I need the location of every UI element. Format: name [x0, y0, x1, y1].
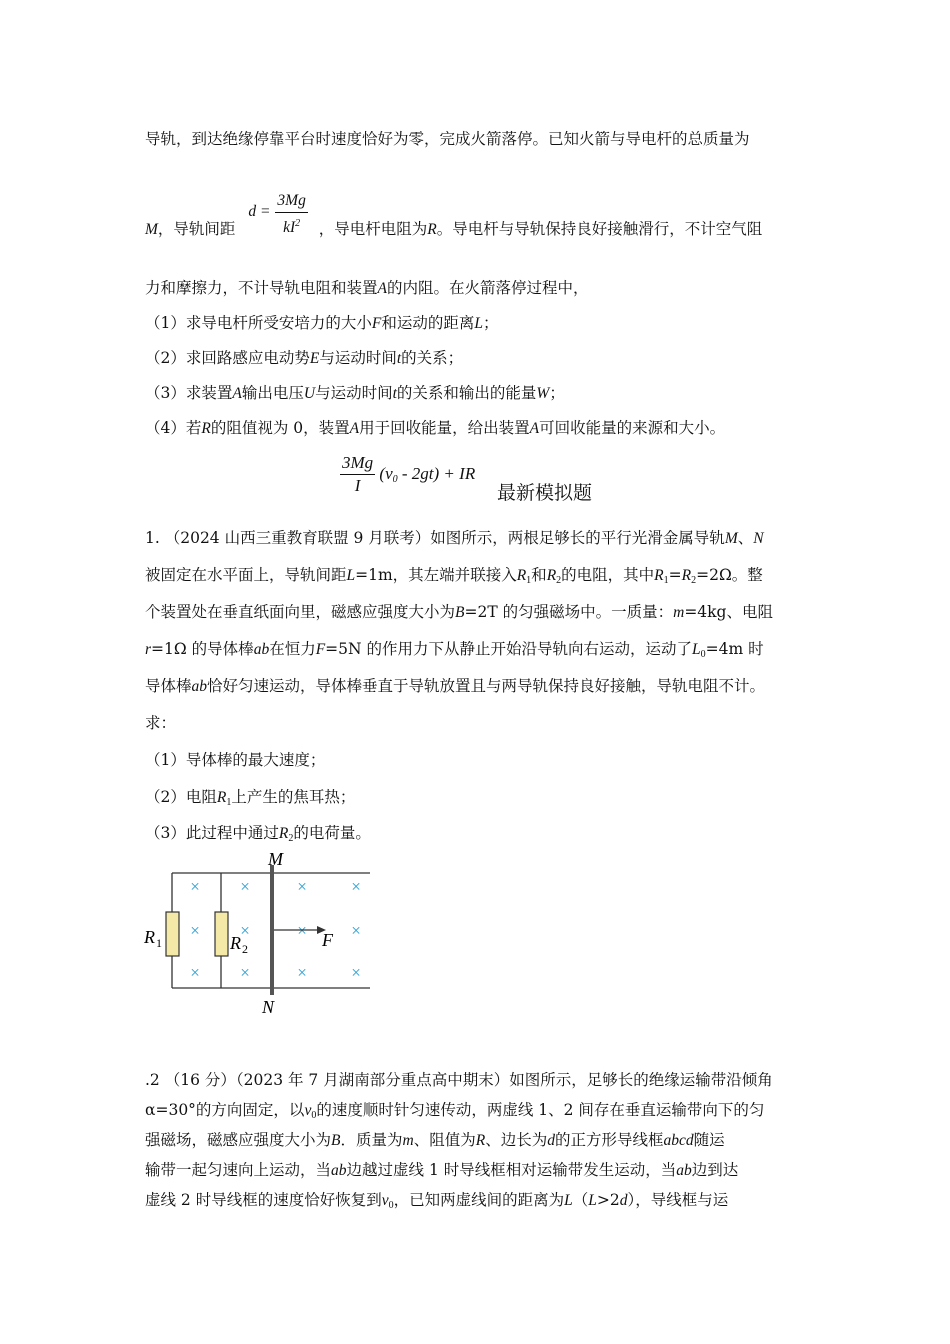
label-r2: R: [230, 933, 241, 953]
field-mark: ×: [190, 921, 200, 940]
p1-line-1: 1. （2024 山西三重教育联盟 9 月联考）如图所示，两根足够长的平行光滑金属导轨M、N: [145, 529, 764, 547]
field-mark: ×: [351, 877, 361, 896]
text-line: 导轨，到达绝缘停靠平台时速度恰好为零，完成火箭落停。已知火箭与导电杆的总质量为: [145, 130, 750, 148]
field-mark: ×: [190, 877, 200, 896]
conductor-rod: [270, 865, 274, 995]
field-mark: ×: [297, 963, 307, 982]
resistor-r1: [166, 912, 179, 956]
field-mark: ×: [240, 921, 250, 940]
field-mark: ×: [190, 963, 200, 982]
circuit-figure: [140, 845, 380, 1020]
text-line: 力和摩擦力，不计导轨电阻和装置A的内阻。在火箭落停过程中，: [145, 279, 589, 297]
p2-line-3: 强磁场，磁感应强度大小为B．质量为m、阻值为R、边长为d的正方形导线框abcd随运: [145, 1131, 725, 1149]
formula-fragment: $\frac{3Mg}{I}$ $(v_0 - 2gt)$ + IR: [342, 453, 476, 495]
question-2: （2）求回路感应电动势E与运动时间t的关系；: [145, 349, 464, 367]
question-1: （1）求导电杆所受安培力的大小F和运动的距离L；: [145, 314, 499, 332]
field-mark: ×: [240, 963, 250, 982]
p2-line-5: 虚线 2 时导线框的速度恰好恢复到$v_0$，已知两虚线间的距离为L（L>2d），导线框与运: [145, 1191, 729, 1211]
p1-line-6: 求：: [145, 714, 177, 732]
question-4: （4）若R的阻值视为 0，装置A用于回收能量，给出装置A可回收能量的来源和大小。: [145, 419, 726, 437]
p2-line-1: .2 （16 分）（2023 年 7 月湖南部分重点高中期末）如图所示，足够长的绝缘运输带沿倾角: [145, 1071, 773, 1089]
field-mark: ×: [351, 921, 361, 940]
field-mark: ×: [297, 877, 307, 896]
resistor-r2: [215, 912, 228, 956]
field-mark: ×: [240, 877, 250, 896]
fraction-d: $\frac{3Mg}{kI^2}$: [277, 192, 306, 236]
p1-question-2: （2）电阻$R_1$上产生的焦耳热；: [145, 788, 356, 808]
p1-line-4: r=1Ω 的导体棒ab在恒力F=5N 的作用力下从静止开始沿导轨向右运动，运动了$L_0=4m$ 时: [145, 640, 764, 660]
label-r1: R: [144, 927, 155, 947]
p1-line-5: 导体棒ab恰好匀速运动，导体棒垂直于导轨放置且与两导轨保持良好接触，导轨电阻不计。: [145, 677, 766, 695]
text-line-with-fraction: M，导轨间距 d = $\frac{3Mg}{kI^2}$ ，导电杆电阻为R。导电杆与导轨保持良好接触滑行，不计空气阻: [145, 192, 763, 238]
label-f: F: [322, 930, 333, 950]
label-r1-sub: 1: [156, 936, 162, 950]
question-3: （3）求装置A输出电压U与运动时间t的关系和输出的能量W；: [145, 384, 565, 402]
p1-line-2: 被固定在水平面上，导轨间距L=1m，其左端并联接入$R_1$和$R_2$的电阻，其中$R_1=R_2=2\Omega$。整: [145, 566, 763, 586]
field-mark: ×: [297, 921, 307, 940]
label-n: N: [262, 997, 275, 1017]
p1-question-1: （1）导体棒的最大速度；: [145, 751, 326, 769]
label-r2-sub: 2: [242, 942, 248, 956]
p1-question-3: （3）此过程中通过$R_2$的电荷量。: [145, 824, 371, 844]
p2-line-2: α=30°的方向固定，以$v_0$的速度顺时针匀速传动，两虚线 1、2 间存在垂直运输带向下的匀: [145, 1101, 765, 1121]
section-heading: 最新模拟题: [497, 482, 593, 504]
field-mark: ×: [351, 963, 361, 982]
label-m: M: [268, 849, 283, 869]
p1-line-3: 个装置处在垂直纸面向里，磁感应强度大小为B=2T 的匀强磁场中。一质量：m=4kg、电阻: [145, 603, 773, 621]
p2-line-4: 输带一起匀速向上运动，当ab边越过虚线 1 时导线框相对运输带发生运动，当ab边到达: [145, 1161, 739, 1179]
